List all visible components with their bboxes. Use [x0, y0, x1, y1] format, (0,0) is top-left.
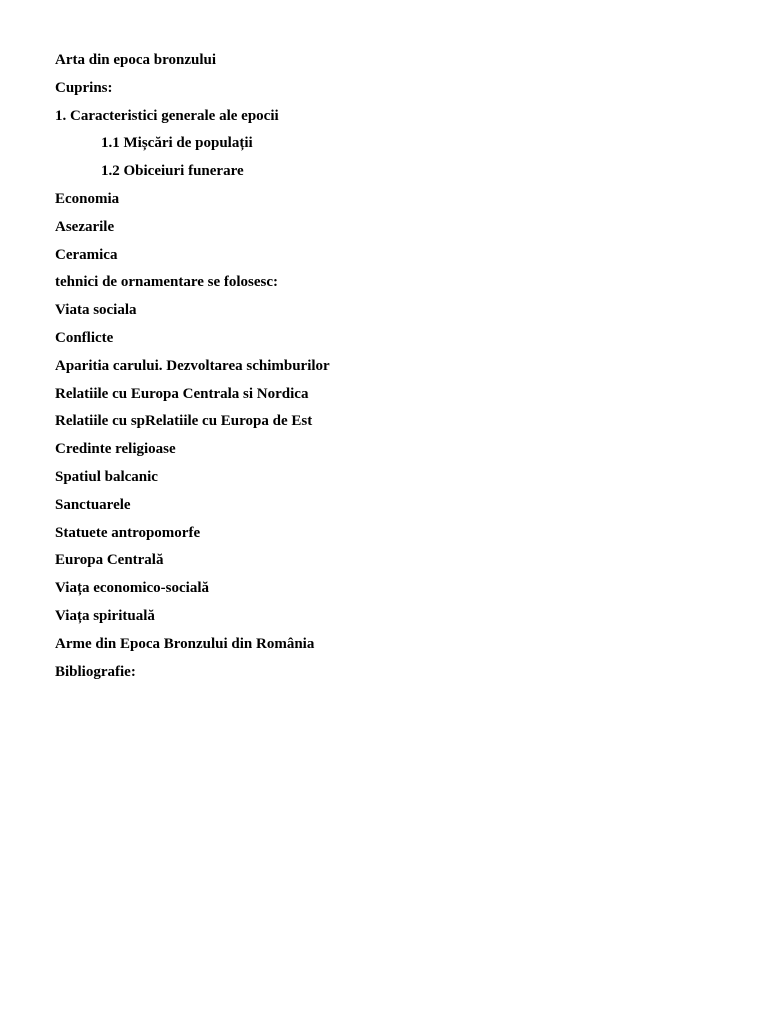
toc-entry-aparitia-carului: Aparitia carului. Dezvoltarea schimburilor	[55, 357, 330, 374]
toc-entry-ceramica: Ceramica	[55, 246, 118, 263]
toc-entry-1-2: 1.2 Obiceiuri funerare	[101, 163, 244, 180]
toc-entry-viata-economico-sociala: Viața economico-socială	[55, 580, 209, 597]
toc-entry-1-1: 1.1 Mișcări de populații	[101, 135, 253, 152]
contents-heading: Cuprins:	[55, 79, 113, 96]
toc-entry-statuete: Statuete antropomorfe	[55, 524, 201, 541]
toc-entry-relatii-centrala-nordica: Relatiile cu Europa Centrala si Nordica	[55, 385, 309, 402]
toc-entry-europa-centrala: Europa Centrală	[55, 552, 164, 569]
table-of-contents	[55, 50, 330, 689]
toc-entry-viata-sociala: Viata sociala	[55, 302, 137, 319]
toc-entry-viata-spirituala: Viața spirituală	[55, 607, 155, 624]
toc-entry-arme: Arme din Epoca Bronzului din România	[55, 635, 315, 652]
toc-entry-relatii-est: Relatiile cu spRelatiile cu Europa de Est	[55, 413, 313, 430]
toc-entry-credinte: Credinte religioase	[55, 441, 176, 458]
toc-entry-asezarile: Asezarile	[55, 218, 115, 235]
toc-entry-bibliografie: Bibliografie:	[55, 663, 136, 680]
document-title: Arta din epoca bronzului	[55, 52, 216, 68]
toc-entry-tehnici: tehnici de ornamentare se folosesc:	[55, 274, 279, 291]
toc-entry-conflicte: Conflicte	[55, 329, 114, 346]
toc-entry-spatiul-balcanic: Spatiul balcanic	[55, 468, 158, 485]
toc-entry-sanctuarele: Sanctuarele	[55, 496, 131, 513]
toc-entry-economia: Economia	[55, 190, 120, 207]
toc-entry-1: 1. Caracteristici generale ale epocii	[55, 107, 279, 124]
